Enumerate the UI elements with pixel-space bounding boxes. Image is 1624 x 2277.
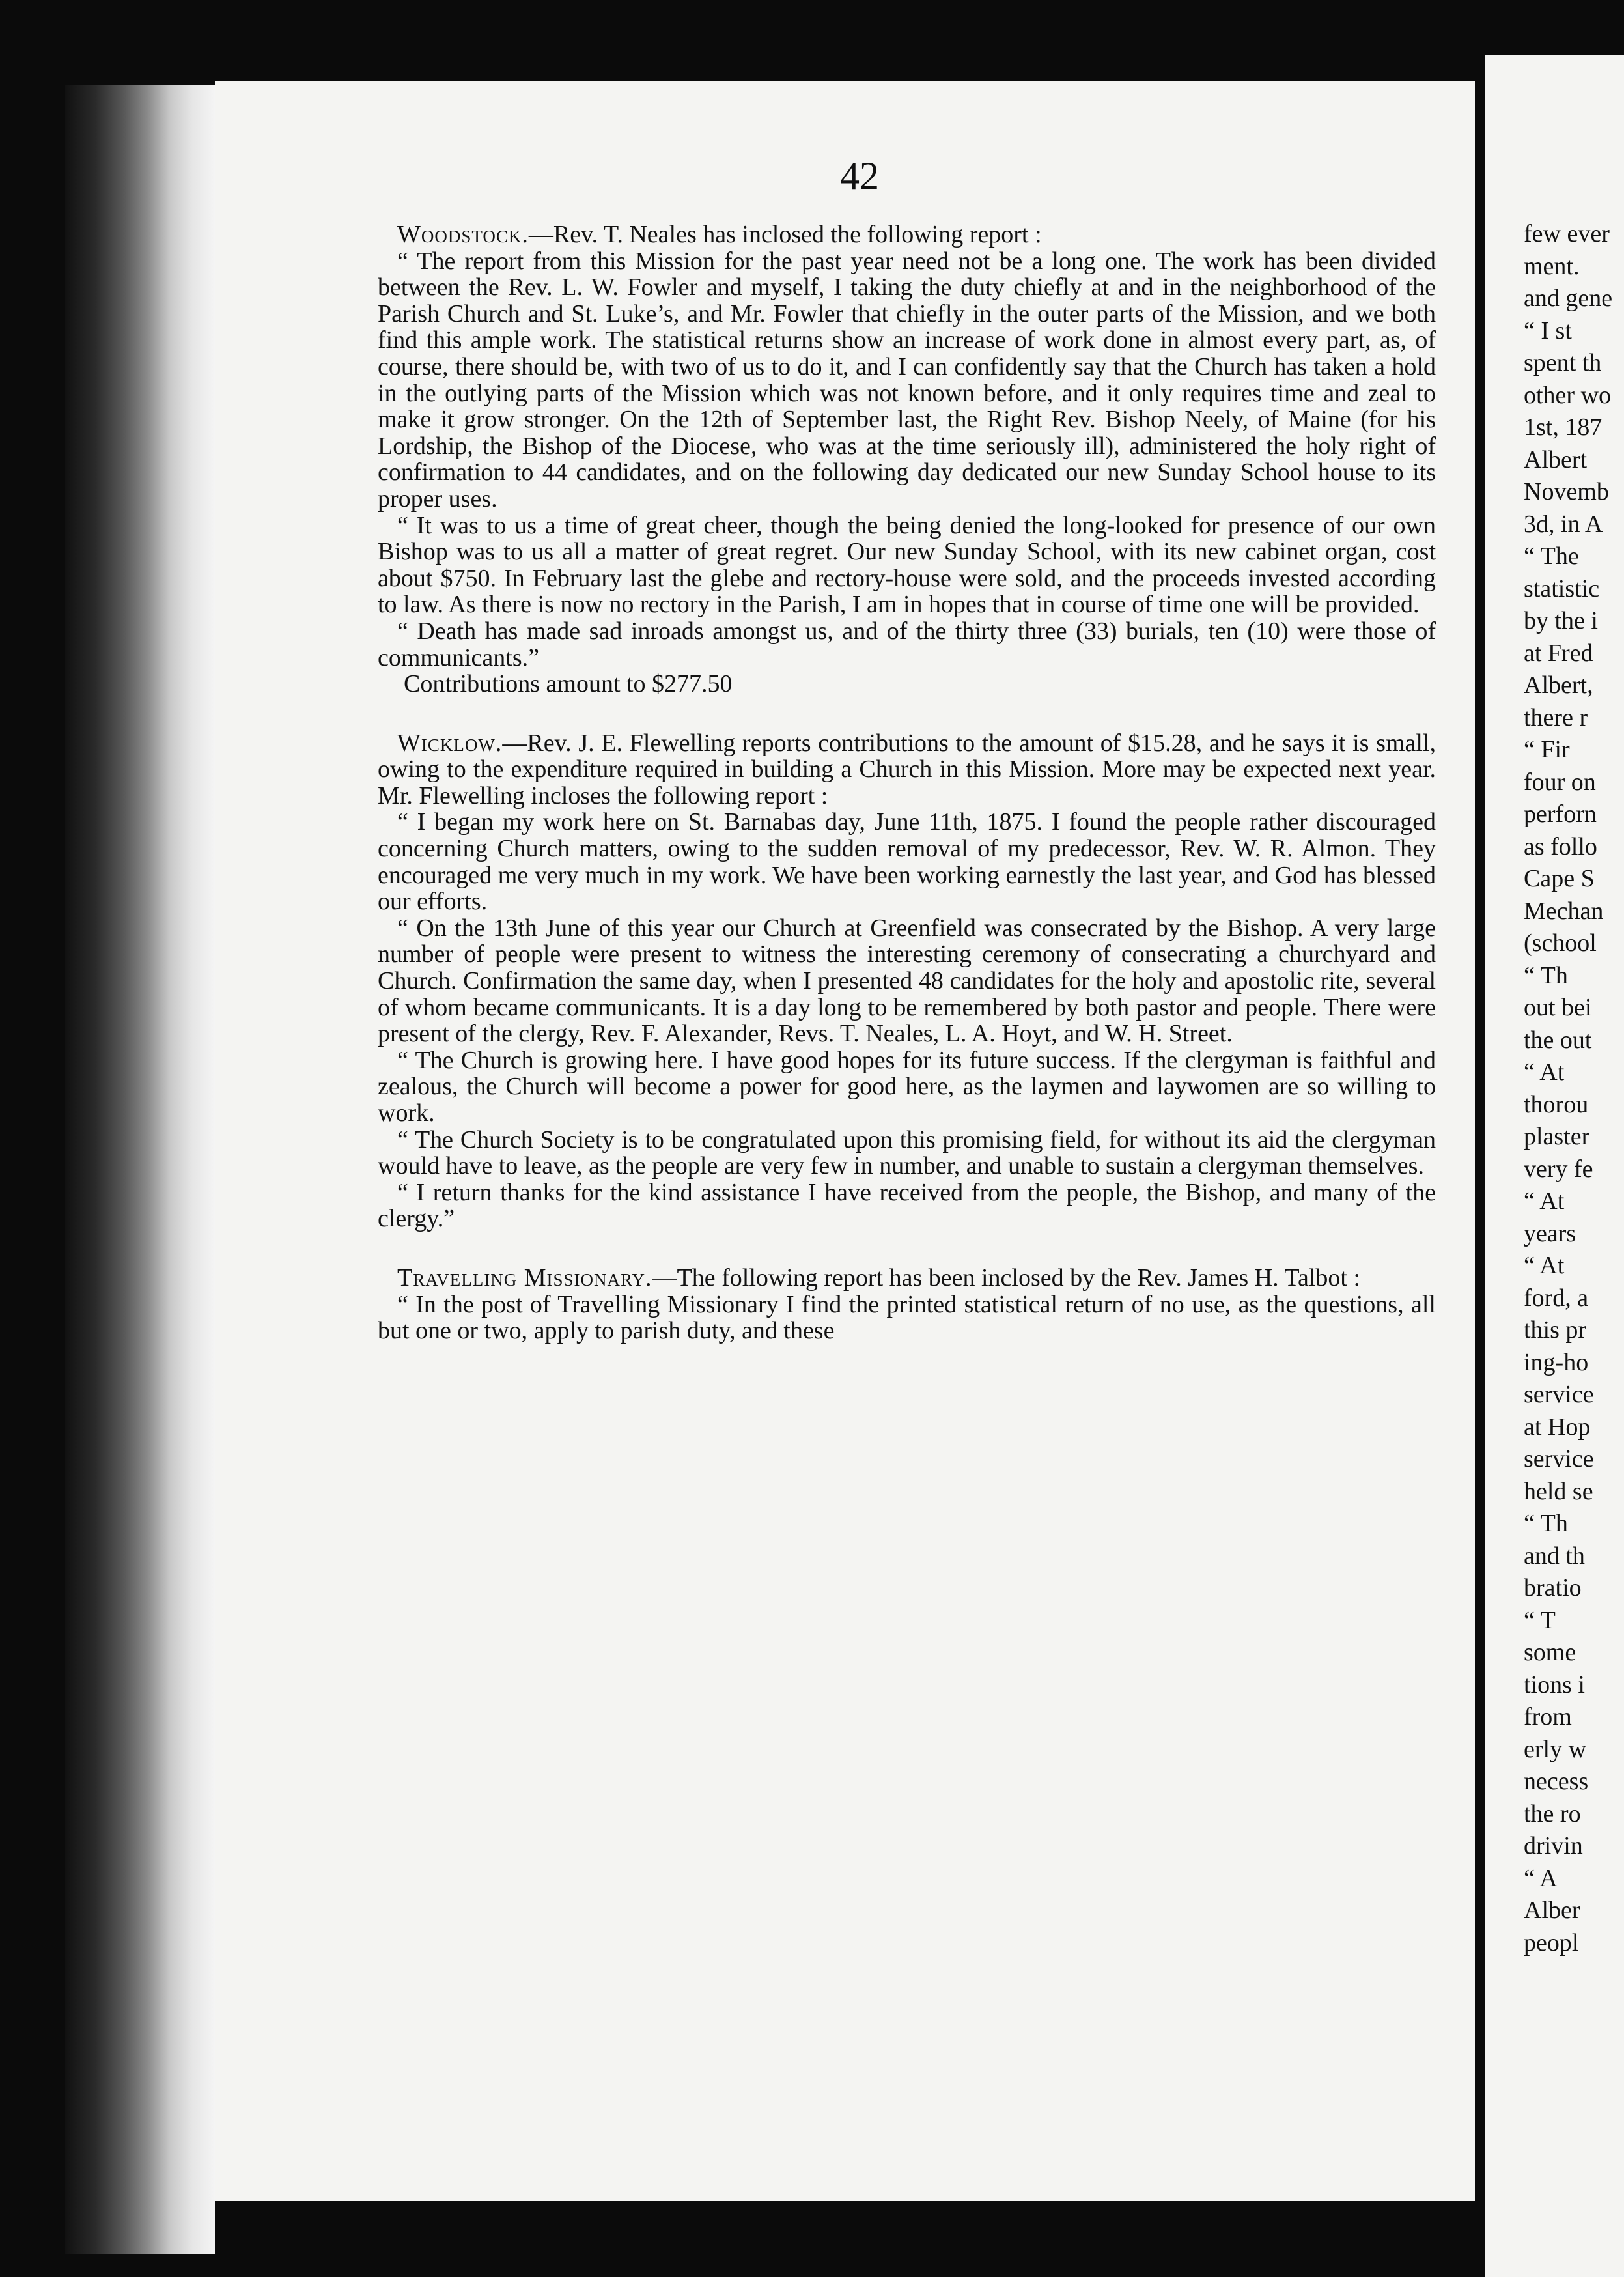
travelling-missionary-paragraph: “ In the post of Travelling Missionary I find the printed statistical return of no use, as the questions, all but one or two, apply to parish duty, and these <box>378 1290 1436 1345</box>
woodstock-paragraph: “ It was to us a time of great cheer, though the being denied the long-looked for presence of our own Bishop was to us all a matter of great regret. Our new Sunday School, with its new cabinet organ, cost about $750. In February last the glebe and rectory-house were sold, and the proceeds invested according to law. As there is now no rectory in the Parish, I am in hopes that in course of time one will be provided. <box>378 511 1436 619</box>
adjacent-page-line: at Hop <box>1524 1413 1591 1441</box>
adjacent-page-line: by the i <box>1524 607 1598 634</box>
section-heading-travelling-missionary: Travelling Missionary. <box>397 1264 652 1292</box>
adjacent-page-line: service <box>1524 1445 1594 1473</box>
adjacent-page-line: “ I st <box>1524 317 1572 345</box>
adjacent-page-line: very fe <box>1524 1155 1593 1183</box>
wicklow-paragraph: “ I return thanks for the kind assistance I have received from the people, the Bishop, and many of the clergy.” <box>378 1178 1436 1233</box>
woodstock-contributions: Contributions amount to $277.50 <box>404 670 733 698</box>
main-text-column <box>378 221 1436 1344</box>
adjacent-page-line: some <box>1524 1639 1576 1666</box>
section-travelling-missionary-lead: Travelling Missionary.—The following report has been inclosed by the Rev. James H. Talbot : <box>397 1264 1361 1292</box>
woodstock-paragraph: “ Death has made sad inroads amongst us, and of the thirty three (33) burials, ten (10) were those of communicants.” <box>378 617 1436 672</box>
adjacent-page-line: spent th <box>1524 349 1602 376</box>
adjacent-page-line: this pr <box>1524 1316 1587 1344</box>
wicklow-paragraph: “ The Church Society is to be congratulated upon this promising field, for without its aid the clergyman would have to leave, as the people are very few in number, and unable to sustain a clergyman themselves. <box>378 1125 1436 1180</box>
adjacent-page-line: tions i <box>1524 1671 1585 1699</box>
adjacent-page-line: “ Th <box>1524 961 1568 989</box>
adjacent-page-line: bratio <box>1524 1574 1582 1602</box>
page-number: 42 <box>840 154 879 197</box>
adjacent-page-line: Novemb <box>1524 478 1609 505</box>
adjacent-page-line: Albert <box>1524 446 1588 474</box>
adjacent-page-line: out bei <box>1524 994 1592 1021</box>
adjacent-page-line: 1st, 187 <box>1524 414 1603 441</box>
adjacent-page-line: Albert, <box>1524 672 1593 699</box>
section-woodstock-lead: Woodstock.—Rev. T. Neales has inclosed the following report : <box>397 221 1042 248</box>
adjacent-page-line: thorou <box>1524 1090 1589 1118</box>
adjacent-page-line: from <box>1524 1703 1572 1731</box>
section-wicklow-lead: Wicklow.—Rev. J. E. Flewelling reports contributions to the amount of $15.28, and he says it is small, owing to the expenditure required in building a Church in this Mission. More may be expected next year. Mr. Flewelling incloses the following report : <box>378 729 1436 810</box>
adjacent-page-line: as follo <box>1524 832 1597 860</box>
section-heading-wicklow: Wicklow. <box>397 729 503 757</box>
adjacent-page-line: statistic <box>1524 574 1600 602</box>
adjacent-page-line: “ Th <box>1524 1510 1568 1537</box>
adjacent-page-line: “ Fir <box>1524 736 1570 763</box>
adjacent-page-line: “ A <box>1524 1864 1558 1892</box>
adjacent-page-line: at Fred <box>1524 639 1593 667</box>
adjacent-page-line: “ At <box>1524 1187 1565 1215</box>
adjacent-page-line: Mechan <box>1524 897 1604 925</box>
wicklow-paragraph: “ The Church is growing here. I have good hopes for its future success. If the clergyman is faithful and zealous, the Church will become a power for good here, as the laymen and laywomen are so willing to work. <box>378 1046 1436 1127</box>
adjacent-page-line: peopl <box>1524 1929 1579 1957</box>
adjacent-page-line: service <box>1524 1381 1594 1408</box>
adjacent-page-line: Cape S <box>1524 865 1595 892</box>
adjacent-page-line: necess <box>1524 1768 1589 1795</box>
adjacent-page-line: other wo <box>1524 381 1612 409</box>
adjacent-page-line: plaster <box>1524 1123 1590 1150</box>
adjacent-page-line: ing-ho <box>1524 1348 1589 1376</box>
adjacent-page-line: and th <box>1524 1542 1585 1570</box>
adjacent-page-line: few ever <box>1524 220 1610 248</box>
adjacent-page-line: the out <box>1524 1026 1592 1054</box>
adjacent-page-line: perforn <box>1524 800 1597 828</box>
adjacent-page-line: “ At <box>1524 1058 1565 1086</box>
wicklow-paragraph: “ I began my work here on St. Barnabas day, June 11th, 1875. I found the people rather discouraged concerning Church matters, owing to the sudden removal of my predecessor, Rev. W. R. Almon. They encouraged me very much in my work. We have been working earnestly the last year, and God has blessed our efforts. <box>378 808 1436 916</box>
adjacent-page-line: the ro <box>1524 1800 1581 1828</box>
section-heading-woodstock: Woodstock. <box>397 221 529 248</box>
adjacent-page-line: ford, a <box>1524 1284 1589 1312</box>
woodstock-paragraph: “ The report from this Mission for the past year need not be a long one. The work has been divided between the Rev. L. W. Fowler and myself, I taking the duty chiefly at and in the neighborhood of the Parish Church and St. Luke’s, and Mr. Fowler that chiefly in the outer parts of the Mission, and we both find this ample work. The statistical returns show an increase of work done in almost every part, as, of course, there should be, with two of us to do it, and I can confidently say that the Church has taken a hold in the outlying parts of the Mission which was not known before, and it only requires time and zeal to make it grow stronger. On the 12th of September last, the Right Rev. Bishop Neely, of Maine (for his Lordship, the Bishop of the Diocese, who was at the time seriously ill), administered the holy right of confirmation to 44 candidates, and on the following day dedicated our new Sunday School house to its proper uses. <box>378 247 1436 513</box>
adjacent-page-line: and gene <box>1524 285 1613 312</box>
adjacent-page-line: erly w <box>1524 1735 1587 1763</box>
adjacent-page-fragments <box>1524 218 1624 1959</box>
book-spine-edge <box>65 85 215 2254</box>
adjacent-page-line: “ At <box>1524 1252 1565 1279</box>
adjacent-page-line: drivin <box>1524 1832 1583 1860</box>
adjacent-page-line: there r <box>1524 703 1588 731</box>
adjacent-page-line: “ T <box>1524 1606 1556 1634</box>
adjacent-page-line: 3d, in A <box>1524 510 1603 538</box>
adjacent-page-line: (school <box>1524 929 1597 957</box>
adjacent-page-line: held se <box>1524 1477 1593 1505</box>
adjacent-page-line: years <box>1524 1219 1576 1247</box>
adjacent-page-line: ment. <box>1524 252 1580 280</box>
right-page-edge <box>1485 55 1624 2277</box>
wicklow-paragraph: “ On the 13th June of this year our Church at Greenfield was consecrated by the Bishop. A very large number of people were present to witness the interesting ceremony of consecrating a churchyard and Church. Confirmation the same day, when I presented 48 candidates for the holy and apostolic rite, several of whom became communicants. It is a day long to be remembered by both pastor and people. There were present of the clergy, Rev. F. Alexander, Revs. T. Neales, L. A. Hoyt, and W. H. Street. <box>378 914 1436 1048</box>
adjacent-page-line: “ The <box>1524 543 1579 570</box>
adjacent-page-line: four on <box>1524 768 1596 796</box>
adjacent-page-line: Alber <box>1524 1897 1580 1924</box>
